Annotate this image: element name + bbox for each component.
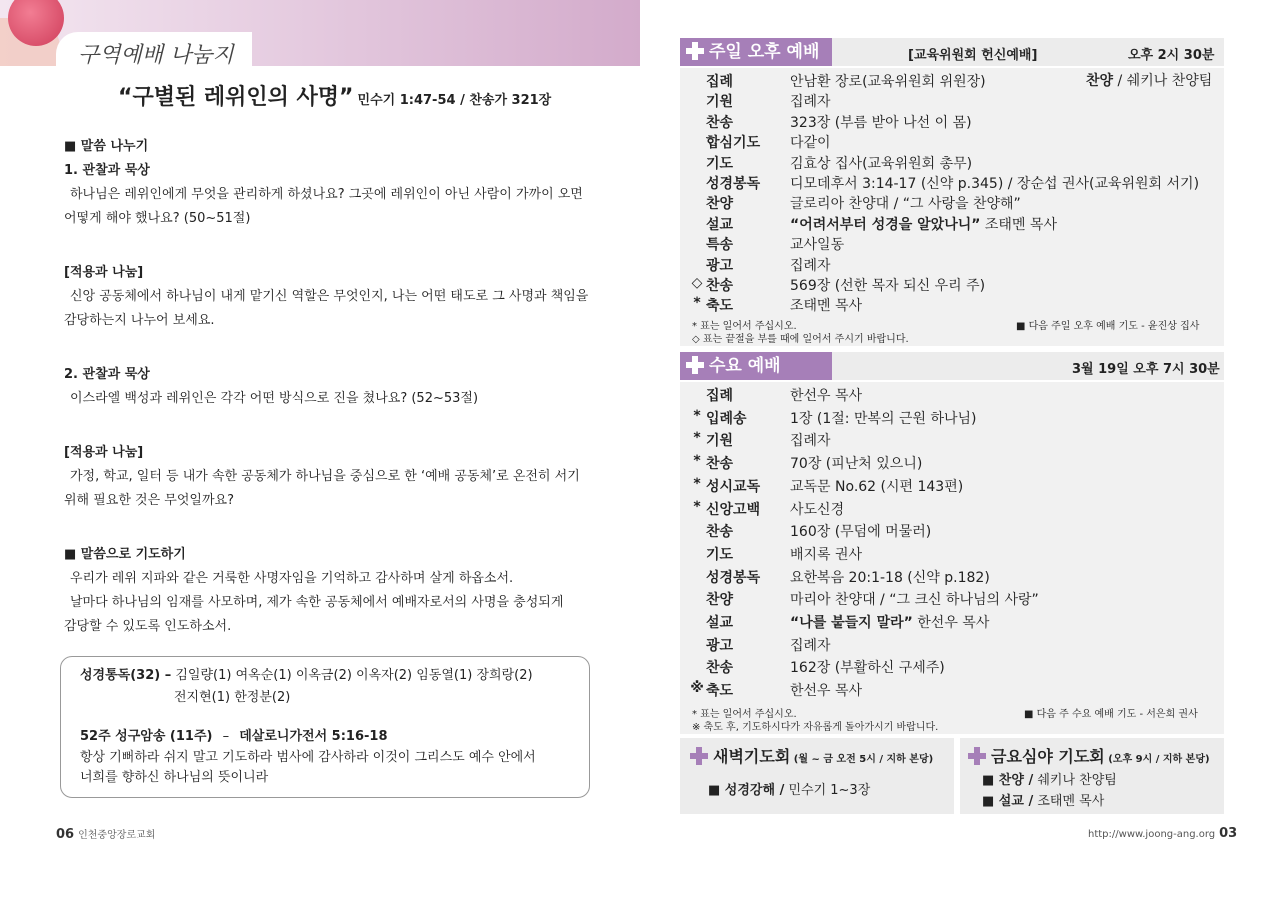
order-label: 찬양 <box>706 196 734 213</box>
reading-names: 김일량(1) 여옥순(1) 이옥금(2) 이옥자(2) 임동열(1) 장희랑(2) <box>175 668 533 683</box>
praise-label: 찬양 <box>1086 73 1114 89</box>
friday-line2-label: ■ 설교 / <box>982 794 1034 809</box>
order-label: 찬양 <box>706 592 734 609</box>
order-row <box>680 294 1224 316</box>
wednesday-note-2: ※ 축도 후, 기도하시다가 자유롭게 돌아가시기 바랍니다. <box>692 722 939 733</box>
order-row <box>680 543 1224 565</box>
sermon-title: “나를 붙들지 말라” <box>790 615 913 631</box>
order-mark: * <box>693 430 701 447</box>
cross-icon <box>686 356 704 374</box>
order-label: 입례송 <box>706 410 747 427</box>
banner-title: 구역예배 나눔지 <box>78 43 234 68</box>
order-value-text: 배지록 권사 <box>790 546 863 563</box>
afternoon-tag-text: 주일 오후 예배 <box>709 42 820 62</box>
order-row <box>680 588 1224 610</box>
order-row <box>680 429 1224 451</box>
reading-line <box>80 667 533 685</box>
friday-line1-value: 쉐키나 찬양팀 <box>1033 773 1117 788</box>
sermon-reference: 민수기 1:47-54 / 찬송가 321장 <box>357 93 552 108</box>
dawn-title-text: 새벽기도회 <box>713 747 791 766</box>
order-mark: ※ <box>690 680 704 697</box>
order-value-text: 김효상 집사(교육위원회 총무) <box>790 155 973 172</box>
reading-label: 성경통독(32) – <box>80 668 172 683</box>
afternoon-praise <box>1086 70 1212 90</box>
order-value <box>790 408 977 428</box>
order-value <box>790 91 831 111</box>
afternoon-time: 오후 2시 30분 <box>1128 48 1215 63</box>
order-row <box>680 384 1224 406</box>
dawn-prayer-title <box>684 744 933 767</box>
afternoon-next-prayer: ■ 다음 주일 오후 예배 기도 - 윤진상 집사 <box>1016 321 1200 332</box>
order-row <box>680 566 1224 588</box>
order-value-text: 디모데후서 3:14-17 (신약 p.345) / 장순섭 권사(교육위원회 서기) <box>790 176 1200 192</box>
order-row <box>680 475 1224 497</box>
order-label: 축도 <box>706 683 734 700</box>
order-mark: * <box>693 407 701 424</box>
order-row <box>680 452 1224 474</box>
memory-ref: 데살로니가전서 5:16-18 <box>239 729 388 744</box>
order-value-text: 162장 (부활하신 구세주) <box>790 660 945 677</box>
order-value <box>790 71 986 91</box>
order-value <box>790 612 989 632</box>
order-label: 성경봉독 <box>706 176 761 192</box>
cross-icon <box>690 747 708 765</box>
order-value <box>790 589 1039 609</box>
dawn-title-small: (월 ~ 금 오전 5시 / 지하 본당) <box>790 754 934 765</box>
right-page-number: 03 <box>1219 826 1238 841</box>
friday-title-small: (오후 9시 / 지하 본당) <box>1104 754 1210 765</box>
friday-line1-label: ■ 찬양 / <box>982 773 1034 788</box>
friday-prayer-title <box>962 744 1210 767</box>
wednesday-tag <box>680 352 832 380</box>
order-value <box>790 153 972 173</box>
order-label: 찬송 <box>706 456 734 473</box>
order-row <box>680 274 1224 296</box>
verse-line-1: 항상 기뻐하라 쉬지 말고 기도하라 범사에 감사하라 이것이 그리스도 예수 안에서 <box>80 750 536 765</box>
friday-line2-value: 조태멘 목사 <box>1033 794 1105 809</box>
order-value-text: 한선우 목사 <box>790 388 863 404</box>
order-label: 특송 <box>706 237 734 254</box>
order-value <box>790 214 1057 234</box>
order-value-text: 교독문 No.62 (시편 143편) <box>790 478 964 495</box>
order-label: 찬송 <box>706 660 734 677</box>
sermon-title <box>118 80 551 111</box>
wednesday-next-prayer: ■ 다음 주 수요 예배 기도 - 서은희 권사 <box>1024 709 1198 720</box>
dawn-line-value: 민수기 1~3장 <box>784 783 871 798</box>
wednesday-time: 3월 19일 오후 7시 30분 <box>1072 362 1220 377</box>
order-row <box>680 679 1224 701</box>
order-value-text: 한선우 목사 <box>912 615 990 631</box>
afternoon-note-2: ◇ 표는 끝절을 부를 때에 일어서 주시기 바랍니다. <box>692 334 909 345</box>
sermon-title: “어려서부터 성경을 알았나니” <box>790 216 981 233</box>
content-line: 가정, 학교, 일터 등 내가 속한 공동체가 하나님을 중심으로 한 ‘예배 공동체’로 온전히 서기 <box>70 469 580 484</box>
order-row <box>680 192 1224 214</box>
church-url[interactable]: http://www.joong-ang.org <box>1088 829 1216 840</box>
order-label: 찬송 <box>706 278 734 294</box>
content-line: 어떻게 해야 했나요? (50~51절) <box>64 211 251 226</box>
content-line: 위해 필요한 것은 무엇일까요? <box>64 493 234 508</box>
order-row <box>680 656 1224 678</box>
order-value <box>790 544 862 564</box>
content-line: ■ 말씀 나누기 <box>64 139 149 154</box>
order-value <box>790 173 1199 193</box>
content-line: [적용과 나눔] <box>64 265 144 280</box>
order-label: 기원 <box>706 433 734 450</box>
sermon-title-text: “구별된 레위인의 사명” <box>118 85 354 110</box>
order-value <box>790 635 831 655</box>
order-row <box>680 520 1224 542</box>
order-value <box>790 499 844 519</box>
order-value-text: 요한복음 20:1-18 (신약 p.182) <box>790 569 990 586</box>
order-row <box>680 634 1224 656</box>
wednesday-tag-text: 수요 예배 <box>709 356 781 376</box>
order-label: 기도 <box>706 546 734 563</box>
order-value <box>790 657 945 677</box>
order-label: 찬송 <box>706 524 734 541</box>
order-label: 설교 <box>706 615 734 631</box>
friday-title-text: 금요심야 기도회 <box>991 747 1105 766</box>
order-value <box>790 385 862 405</box>
order-label: 합심기도 <box>706 135 761 152</box>
order-mark: ◇ <box>691 275 703 291</box>
order-row <box>680 213 1224 235</box>
order-value <box>790 193 1021 213</box>
order-row <box>680 152 1224 174</box>
memory-title: 52주 성구암송 (11주) <box>80 729 213 744</box>
order-value-text: 조태멘 목사 <box>980 216 1057 233</box>
order-value-text: 집례자 <box>790 257 831 274</box>
order-value-text: 교사일동 <box>790 237 845 254</box>
cross-icon <box>968 747 986 765</box>
order-value <box>790 521 931 541</box>
order-value-text: 안남환 장로(교육위원회 위원장) <box>790 74 986 90</box>
order-value-text: 569장 (선한 목자 되신 우리 주) <box>790 278 986 294</box>
friday-line-1 <box>982 769 1117 788</box>
order-value-text: 집례자 <box>790 94 831 111</box>
order-label: 광고 <box>706 637 734 654</box>
order-value-text: 70장 (피난처 있으니) <box>790 456 923 473</box>
order-label: 광고 <box>706 257 734 274</box>
content-line: 하나님은 레위인에게 무엇을 관리하게 하셨나요? 그곳에 레위인이 아닌 사람이 가까이 오면 <box>70 187 583 202</box>
content-line: [적용과 나눔] <box>64 445 144 460</box>
right-footer <box>1088 826 1237 841</box>
order-mark: * <box>693 453 701 470</box>
order-value-text: 한선우 목사 <box>790 683 863 700</box>
order-value <box>790 295 862 315</box>
order-value-text: 160장 (무덤에 머물러) <box>790 524 932 541</box>
order-value-text: 마리아 찬양대 / “그 크신 하나님의 사랑” <box>790 592 1039 609</box>
verse-line-2: 너희를 향하신 하나님의 뜻이니라 <box>80 770 269 785</box>
order-value-text: 323장 (부름 받아 나선 이 몸) <box>790 114 972 131</box>
order-row <box>680 131 1224 153</box>
order-value-text: 1장 (1절: 만복의 근원 하나님) <box>790 410 977 427</box>
church-name: 인천중앙장로교회 <box>78 830 156 841</box>
order-value <box>790 234 844 254</box>
order-row <box>680 611 1224 633</box>
content-line: 날마다 하나님의 임재를 사모하며, 제가 속한 공동체에서 예배자로서의 사명을 충성되게 <box>70 595 564 610</box>
content-line: 감당하는지 나누어 보세요. <box>64 313 215 328</box>
order-row <box>680 172 1224 194</box>
cross-icon <box>686 42 704 60</box>
order-row <box>680 407 1224 429</box>
order-row <box>680 111 1224 133</box>
memory-sep: – <box>222 729 230 744</box>
memory-line <box>80 728 388 746</box>
afternoon-event: [교육위원회 헌신예배] <box>908 48 1038 63</box>
order-label: 집례 <box>706 388 734 404</box>
order-label: 성경봉독 <box>706 569 761 586</box>
dawn-line-label: ■ 성경강해 / <box>708 783 785 798</box>
order-label: 성시교독 <box>706 478 761 495</box>
content-line: 이스라엘 백성과 레위인은 각각 어떤 방식으로 진을 쳤나요? (52~53절) <box>70 391 479 406</box>
wednesday-note-1: * 표는 일어서 주십시오. <box>692 709 797 720</box>
order-value-text: 조태멘 목사 <box>790 298 863 315</box>
order-value-text: 글로리아 찬양대 / “그 사랑을 찬양해” <box>790 196 1021 213</box>
order-value <box>790 112 972 132</box>
order-row <box>680 90 1224 112</box>
left-footer <box>56 826 155 842</box>
order-value <box>790 430 831 450</box>
order-mark: * <box>693 498 701 515</box>
order-value-text: 다같이 <box>790 135 831 152</box>
order-label: 찬송 <box>706 114 734 131</box>
friday-line-2 <box>982 790 1104 809</box>
order-label: 집례 <box>706 74 734 90</box>
order-mark: * <box>693 475 701 492</box>
order-mark: * <box>693 295 701 312</box>
order-label: 기원 <box>706 94 734 111</box>
order-row <box>680 254 1224 276</box>
order-label: 신앙고백 <box>706 501 761 518</box>
content-line: 2. 관찰과 묵상 <box>64 367 150 382</box>
order-value <box>790 255 831 275</box>
afternoon-tag <box>680 38 832 66</box>
praise-value: / 쉐키나 찬양팀 <box>1113 73 1213 89</box>
content-line: 감당할 수 있도록 인도하소서. <box>64 619 232 634</box>
order-label: 기도 <box>706 155 734 172</box>
dawn-line <box>708 779 870 798</box>
order-value <box>790 275 985 295</box>
afternoon-note-1: * 표는 일어서 주십시오. <box>692 321 797 332</box>
order-row <box>680 233 1224 255</box>
order-value <box>790 132 831 152</box>
content-line: 1. 관찰과 묵상 <box>64 163 150 178</box>
order-value <box>790 680 862 700</box>
order-row <box>680 498 1224 520</box>
reading-names-2: 전지현(1) 한정분(2) <box>174 690 291 705</box>
content-line: 우리가 레위 지파와 같은 거룩한 사명자임을 기억하고 감사하며 살게 하옵소서. <box>70 571 514 586</box>
order-value-text: 집례자 <box>790 433 831 450</box>
content-line: ■ 말씀으로 기도하기 <box>64 547 186 562</box>
content-line: 신앙 공동체에서 하나님이 내게 맡기신 역할은 무엇인지, 나는 어떤 태도로 그 사명과 책임을 <box>70 289 589 304</box>
order-value-text: 사도신경 <box>790 501 845 518</box>
order-value-text: 집례자 <box>790 637 831 654</box>
order-value <box>790 453 922 473</box>
left-page-number: 06 <box>56 827 75 842</box>
order-label: 축도 <box>706 298 734 315</box>
order-value <box>790 476 963 496</box>
order-label: 설교 <box>706 216 734 233</box>
order-value <box>790 567 990 587</box>
